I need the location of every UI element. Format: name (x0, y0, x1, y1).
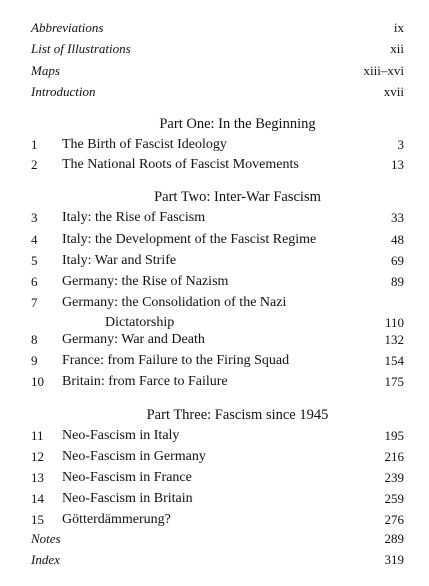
chapter-number: 8 (31, 332, 38, 347)
chapter-page: 195 (384, 428, 404, 443)
chapter-title: Götterdämmerung? (62, 512, 171, 527)
toc-chapter (31, 135, 404, 155)
chapter-page: 259 (384, 491, 404, 506)
chapter-number: 4 (31, 232, 38, 247)
chapter-number: 7 (31, 295, 38, 310)
toc-chapter (31, 351, 404, 371)
chapter-page: 276 (384, 512, 404, 527)
toc-chapter (31, 230, 404, 250)
toc-entry-notes (31, 529, 404, 549)
toc-chapter (31, 251, 404, 271)
entry-label: List of Illustrations (31, 41, 131, 56)
chapter-title: Neo-Fascism in France (62, 470, 192, 485)
chapter-title-line2: Dictatorship (105, 315, 175, 330)
chapter-title: Italy: the Development of the Fascist Regime (62, 232, 317, 247)
entry-page: 319 (384, 552, 404, 567)
chapter-number: 11 (31, 428, 44, 443)
toc-chapter (31, 330, 404, 350)
entry-page: xvii (383, 84, 404, 99)
entry-label: Abbreviations (31, 20, 104, 35)
toc-chapter (31, 272, 404, 292)
chapter-page: 13 (391, 157, 404, 172)
chapter-page: 3 (397, 137, 404, 152)
chapter-title: Britain: from Farce to Failure (62, 374, 228, 389)
chapter-title: Neo-Fascism in Britain (62, 491, 193, 506)
entry-label: Index (31, 552, 60, 567)
toc-chapter (31, 372, 404, 392)
entry-label: Introduction (31, 84, 96, 99)
entry-label: Maps (31, 63, 60, 78)
chapter-page: 175 (384, 374, 404, 389)
chapter-page: 69 (391, 253, 404, 268)
chapter-number: 14 (31, 491, 44, 506)
chapter-number: 5 (31, 253, 38, 268)
toc-chapter (31, 510, 404, 530)
toc-chapter (31, 468, 404, 488)
toc-entry-list-of-illustrations (31, 39, 404, 59)
chapter-title: Germany: the Rise of Nazism (62, 274, 229, 289)
chapter-number: 13 (31, 470, 44, 485)
entry-page: xiii–xvi (363, 63, 404, 78)
toc-chapter (31, 426, 404, 446)
chapter-number: 2 (31, 157, 38, 172)
chapter-title: France: from Failure to the Firing Squad (62, 353, 290, 368)
chapter-number: 9 (31, 353, 38, 368)
entry-page: ix (393, 20, 404, 35)
part-heading: Part One: In the Beginning (159, 116, 316, 132)
toc-chapter (31, 447, 404, 467)
chapter-page: 239 (384, 470, 404, 485)
chapter-title: Neo-Fascism in Germany (62, 449, 206, 464)
chapter-number: 15 (31, 512, 44, 527)
part-heading: Part Two: Inter-War Fascism (154, 189, 321, 205)
chapter-title: The Birth of Fascist Ideology (62, 137, 227, 152)
part-heading: Part Three: Fascism since 1945 (146, 407, 329, 423)
chapter-page: 48 (391, 232, 404, 247)
chapter-title: The National Roots of Fascist Movements (62, 157, 299, 172)
toc-chapter (31, 155, 404, 175)
chapter-number: 6 (31, 274, 38, 289)
chapter-number: 10 (31, 374, 44, 389)
toc-chapter (31, 489, 404, 509)
toc-chapter (31, 208, 404, 228)
toc-entry-introduction (31, 82, 404, 102)
toc-entry-maps (31, 61, 404, 81)
entry-page: xii (390, 41, 404, 56)
chapter-title: Italy: the Rise of Fascism (62, 210, 206, 225)
chapter-page: 110 (384, 315, 404, 330)
chapter-title: Italy: War and Strife (62, 253, 177, 268)
chapter-number: 1 (31, 137, 38, 152)
chapter-title (62, 293, 362, 333)
chapter-title-line1: Germany: the Consolidation of the Nazi (62, 295, 287, 310)
chapter-page: 89 (391, 274, 404, 289)
chapter-title: Germany: War and Death (62, 332, 205, 347)
chapter-number: 12 (31, 449, 44, 464)
entry-page: 289 (384, 531, 404, 546)
chapter-page: 154 (384, 353, 404, 368)
entry-label: Notes (31, 531, 61, 546)
toc-entry-abbreviations (31, 18, 404, 38)
chapter-title: Neo-Fascism in Italy (62, 428, 180, 443)
chapter-page: 33 (391, 210, 404, 225)
toc-chapter (31, 293, 404, 333)
chapter-page: 132 (384, 332, 404, 347)
toc-entry-index (31, 550, 404, 570)
chapter-number: 3 (31, 210, 38, 225)
chapter-page: 216 (384, 449, 404, 464)
